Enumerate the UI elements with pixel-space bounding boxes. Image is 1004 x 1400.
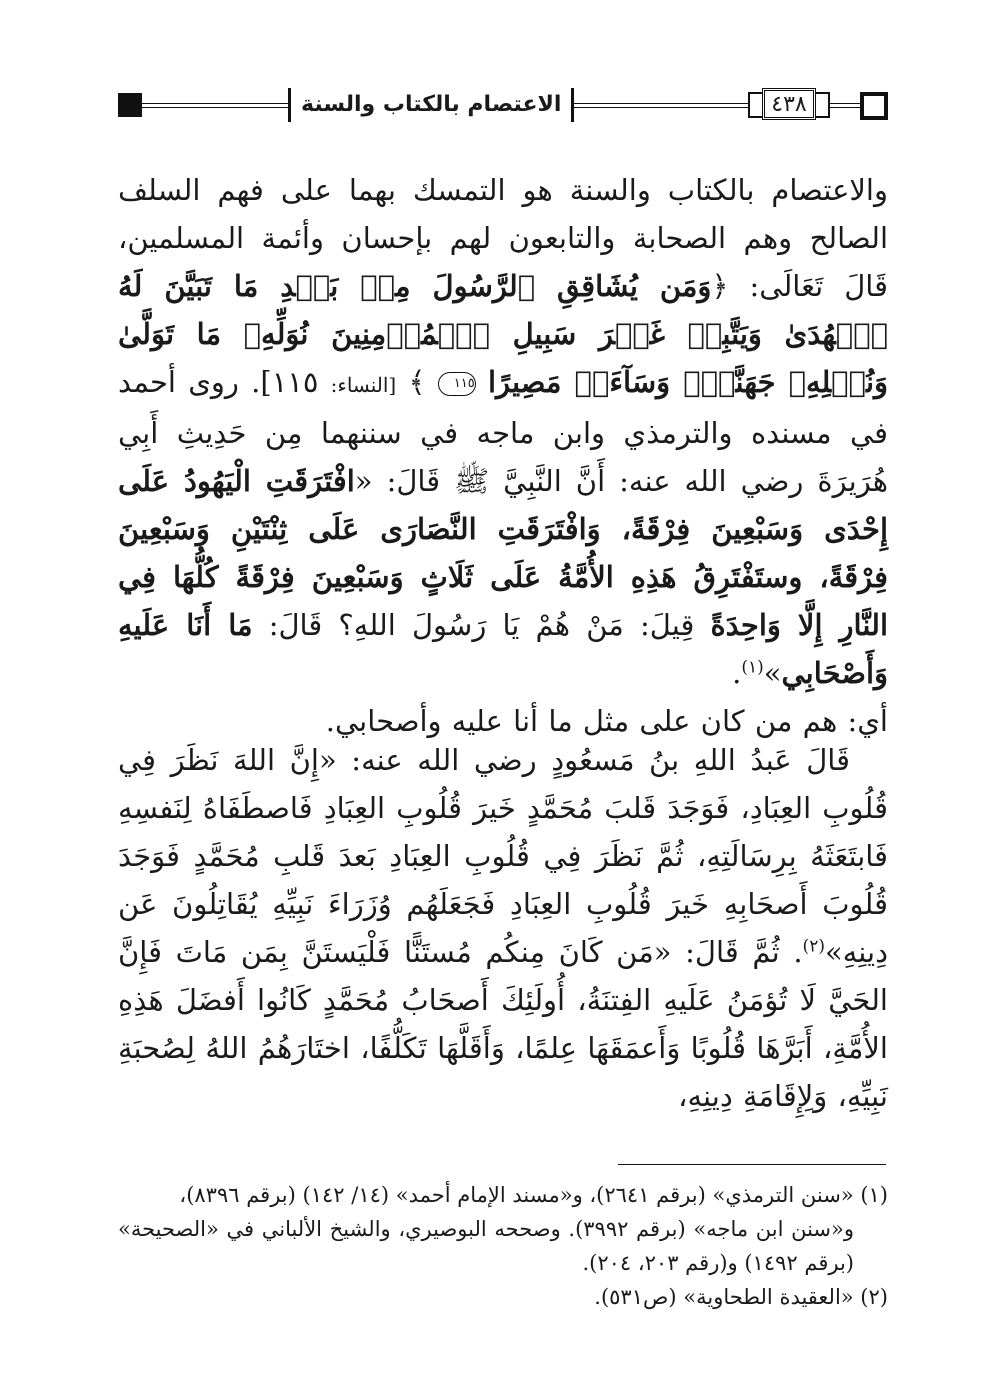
- footnote-1-line-1: (١) «سنن الترمذي» (برقم ٢٦٤١)، و«مسند الإمام أحمد» (١٤/ ١٤٢) (برقم ٨٣٩٦)،: [179, 1183, 888, 1207]
- running-title-box: [288, 88, 574, 122]
- footnote-marker-1: (١): [741, 657, 764, 678]
- page-number-ornament-left: [748, 92, 762, 118]
- footnote-separator: [618, 1164, 886, 1165]
- hadith-answer: مَا أَنَا عَلَيهِ وَأَصْحَابِي: [118, 608, 888, 690]
- footnotes: [118, 1178, 888, 1314]
- verse-close-bracket: ﴾: [408, 365, 426, 399]
- hadith-text: افْتَرَقَتِ الْيَهُودُ عَلَى إِحْدَى وَسَبْعِينَ فِرْقَةً، وَافْتَرَقَتِ النَّصَارَى عَلَى ثِنْتَيْنِ وَسَبْعِينَ فِرْقَةً، وستَفْتَرِقُ هَذِهِ الأُمَّةُ عَلَى ثَلَاثٍ وَسَبْعِينَ فِرْقَةً كُلُّهَا فِي النَّارِ إِلَّا وَاحِدَةً: [118, 464, 889, 642]
- paragraph-1-body: والاعتصام بالكتاب والسنة هو التمسك بهما على فهم السلف الصالح وهم الصحابة والتابعون لهم بإحسان وأئمة المسلمين، قَالَ تَعَالَى: ﴿وَمَن يُشَاقِقِ ٱلرَّسُولَ مِنۢ بَعۡدِ مَا تَبَيَّنَ لَهُ ٱلۡهُدَىٰ وَيَتَّبِعۡ غَيۡرَ سَبِيلِ ٱلۡمُؤۡمِنِينَ نُوَلِّهِۦ مَا تَوَلَّىٰ وَنُصۡلِهِۦ جَهَنَّمَۖ وَسَآءَتۡ مَصِيرًا ١١٥ ﴾ [النساء: ١١٥]. روى أحمد في مسنده والترمذي وابن ماجه في سننهما مِن حَدِيثِ أَبِي هُرَيرَةَ رضي الله عنه: أَنَّ النَّبِيَّ ﷺ قَالَ: «افْتَرَقَتِ الْيَهُودُ عَلَى إِحْدَى وَسَبْعِينَ فِرْقَةً، وَافْتَرَقَتِ النَّصَارَى عَلَى ثِنْتَيْنِ وَسَبْعِينَ فِرْقَةً، وستَفْتَرِقُ هَذِهِ الأُمَّةُ عَلَى ثَلَاثٍ وَسَبْعِينَ فِرْقَةً كُلُّهَا فِي النَّارِ إِلَّا وَاحِدَةً قِيلَ: مَنْ هُمْ يَا رَسُولَ اللهِ؟ قَالَ: مَا أَنَا عَلَيهِ وَأَصْحَابِي»$^{(١)}$. أي: هم من كان على مثل ما أنا عليه وأصحابي.: [118, 173, 889, 738]
- ibn-masud-quote: قَالَ عَبدُ اللهِ بنُ مَسعُودٍ رضي الله عنه: «إِنَّ اللهَ نَظَرَ فِي قُلُوبِ العِبَادِ، فَوَجَدَ قَلبَ مُحَمَّدٍ خَيرَ قُلُوبِ العِبَادِ فَاصطَفَاهُ لِنَفسِهِ فَابتَعَثَهُ بِرِسَالَتِهِ، ثُمَّ نَظَرَ فِي قُلُوبِ العِبَادِ بَعدَ قَلبِ مُحَمَّدٍ فَوَجَدَ قُلُوبَ أَصحَابِهِ خَيرَ قُلُوبِ العِبَادِ فَجَعَلَهُم وُزَرَاءَ نَبِيِّهِ يُقَاتِلُونَ عَن دِينِهِ»: [118, 743, 888, 969]
- quran-verse: وَمَن يُشَاقِقِ ٱلرَّسُولَ مِنۢ بَعۡدِ مَا تَبَيَّنَ لَهُ ٱلۡهُدَىٰ وَيَتَّبِعۡ غَيۡرَ سَبِيلِ ٱلۡمُؤۡمِنِينَ نُوَلِّهِۦ مَا تَوَلَّىٰ وَنُصۡلِهِۦ جَهَنَّمَۖ وَسَآءَتۡ مَصِيرًا: [118, 269, 889, 399]
- header-filled-square: [118, 93, 142, 117]
- narration-intro: روى أحمد في مسنده والترمذي وابن ماجه في سننهما مِن حَدِيثِ أَبِي هُرَيرَةَ رضي الله عنه: أَنَّ النَّبِيَّ ﷺ قَالَ: «: [118, 365, 888, 498]
- footnote-1: [118, 1178, 888, 1280]
- footnote-2: [118, 1280, 888, 1314]
- page-number-ornament-right: [816, 92, 830, 118]
- ayah-number-marker: ١١٥: [438, 372, 476, 396]
- page-number: ٤٣٨: [771, 92, 807, 117]
- explanation-text: أي: هم من كان على مثل ما أنا عليه وأصحابي.: [325, 704, 888, 738]
- paragraph-1: [118, 166, 888, 745]
- surah-reference-end: ١١٥].: [251, 365, 319, 399]
- paragraph-2-body: [118, 736, 888, 1120]
- header-open-square: [860, 92, 888, 120]
- qala-taala: قَالَ تَعَالَى: ﴿: [711, 269, 889, 303]
- intro-text: والاعتصام بالكتاب والسنة هو التمسك بهما على فهم السلف الصالح وهم الصحابة والتابعون لهم بإحسان وأئمة المسلمين،: [118, 173, 888, 255]
- page-number-box: [748, 86, 830, 122]
- page-number-frame: [762, 88, 816, 120]
- footnote-marker-2: (٢): [802, 936, 825, 957]
- close-quote: »: [763, 656, 782, 690]
- paragraph-2: [118, 736, 888, 1120]
- ibn-masud-continuation: . ثُمَّ قَالَ: «مَن كَانَ مِنكُم مُستَنًّا فَلْيَستَنَّ بِمَن مَاتَ فَإِنَّ الحَيَّ لَا تُؤمَنُ عَلَيهِ الفِتنَةُ، أُولَئِكَ أَصحَابُ مُحَمَّدٍ كَانُوا أَفضَلَ هَذِهِ الأُمَّةِ، أَبَرَّهَا قُلُوبًا وَأَعمَقَهَا عِلمًا، وَأَقَلَّهَا تَكَلُّفًا، اختَارَهُمُ اللهُ لِصُحبَةِ نَبِيِّهِ، وَلِإِقَامَةِ دِينِهِ،: [118, 935, 888, 1113]
- footnote-2-text: (٢) «العقيدة الطحاوية» (ص٥٣١).: [594, 1285, 888, 1309]
- running-title: الاعتصام بالكتاب والسنة: [301, 92, 562, 117]
- qila-question: قِيلَ: مَنْ هُمْ يَا رَسُولَ اللهِ؟ قَالَ:: [268, 608, 695, 642]
- surah-reference: [النساء:: [330, 373, 397, 397]
- page-header: [118, 86, 888, 126]
- footnote-1-line-2: و«سنن ابن ماجه» (برقم ٣٩٩٢). وصححه البوصيري، والشيخ الألباني في «الصحيحة» (برقم ١٤٩٢) و(رقم ٢٠٣، ٢٠٤).: [118, 1217, 854, 1275]
